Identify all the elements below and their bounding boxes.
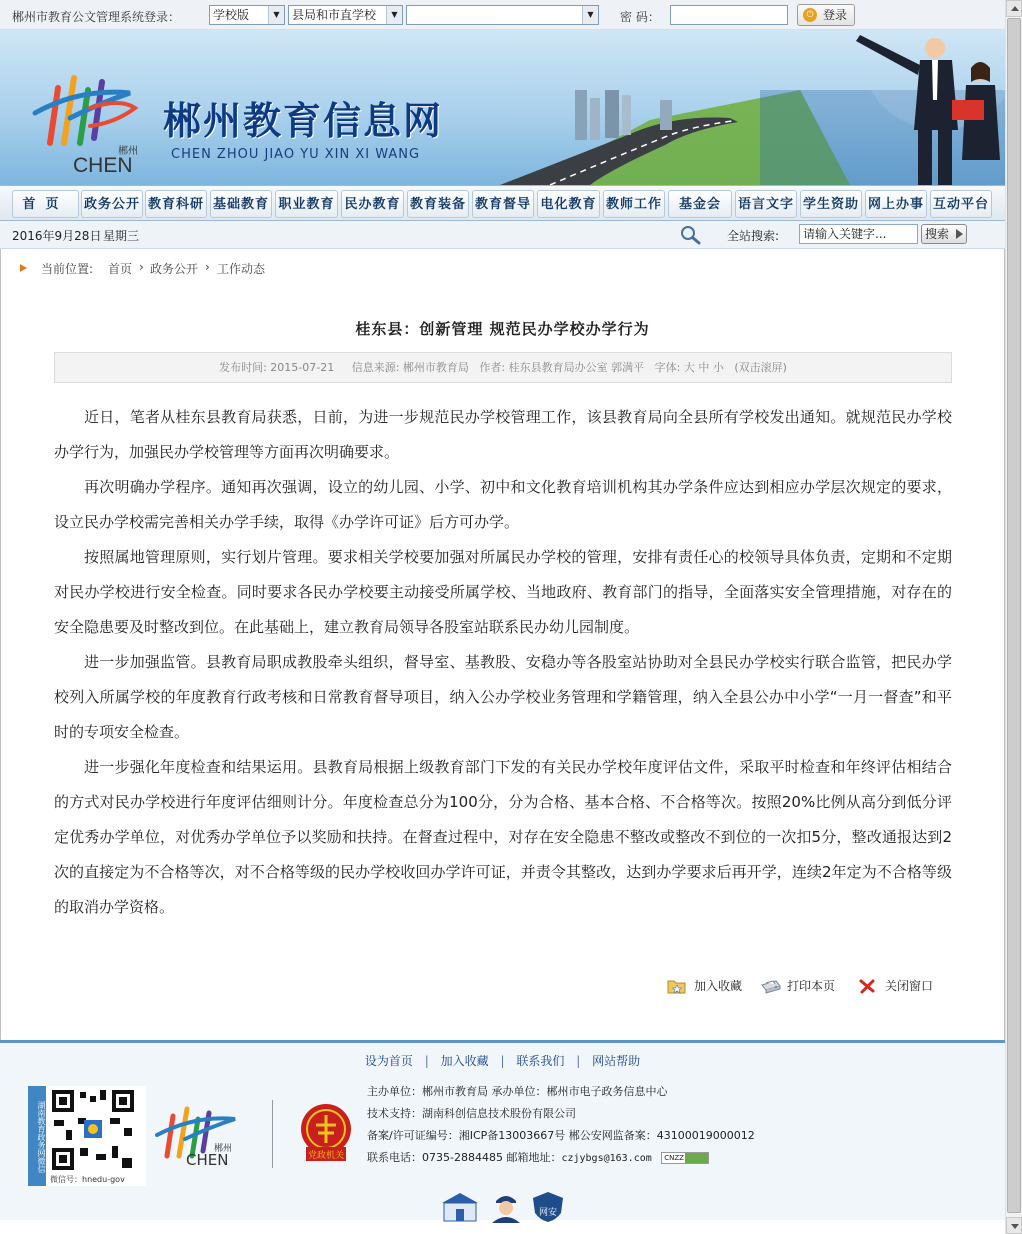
nav-item-online-services[interactable]: 网上办事 — [865, 190, 927, 218]
bullet-icon — [20, 264, 27, 272]
folder-star-icon — [667, 977, 687, 995]
current-weekday: 星期三 — [103, 229, 140, 243]
unit-group-select[interactable] — [288, 5, 403, 25]
nav-item-foundation[interactable]: 基金会 — [668, 190, 732, 218]
arrow-up-icon — [1011, 6, 1019, 11]
footer-link-separator: | — [576, 1054, 581, 1068]
people-illustration — [840, 30, 1005, 185]
current-date: 2016年9月28日 — [12, 229, 102, 243]
search-button[interactable] — [921, 224, 967, 244]
font-size-small[interactable]: 小 — [712, 361, 724, 374]
unit-type-select[interactable] — [209, 5, 285, 25]
cnzz-badge-text: CNZZ — [664, 1154, 684, 1162]
footer-logo-cn: 郴州 — [214, 1144, 233, 1154]
chevron-down-icon: ▼ — [582, 6, 598, 24]
nav-item-research[interactable]: 教育科研 — [145, 190, 207, 218]
arrow-down-icon — [1011, 1224, 1019, 1229]
wechat-id: 微信号：hnedu-gov — [50, 1175, 125, 1184]
left-border — [0, 249, 1, 1040]
print-label: 打印本页 — [787, 979, 836, 993]
article-author: 作者: 桂东县教育局办公室 郭满平 — [479, 361, 645, 374]
breadcrumb-home[interactable]: 首页 — [108, 262, 133, 276]
footer-tech: 技术支持：湖南科创信息技术股份有限公司 — [367, 1107, 576, 1120]
footer-link-separator: | — [500, 1054, 505, 1068]
cnzz-stats-badge[interactable] — [661, 1152, 709, 1164]
footer-divider — [272, 1100, 273, 1168]
unit-name-select[interactable] — [406, 5, 599, 25]
footer-email[interactable]: czjybgs@163.com — [561, 1153, 652, 1164]
cyber-police-icon[interactable] — [488, 1191, 524, 1223]
breadcrumb-separator: › — [205, 260, 210, 274]
police-station-icon[interactable] — [438, 1191, 482, 1223]
nav-item-private-education[interactable]: 民办教育 — [341, 190, 404, 218]
add-favorite-button[interactable] — [667, 976, 747, 996]
search-button-label: 搜索 — [925, 227, 950, 241]
nav-item-equipment[interactable]: 教育装备 — [407, 190, 469, 218]
login-button[interactable] — [797, 4, 855, 26]
party-government-badge-icon[interactable] — [300, 1103, 352, 1169]
wangan-shield-icon[interactable] — [530, 1191, 566, 1223]
footer-contact-text: 联系电话：0735-2884485 邮箱地址： — [367, 1151, 562, 1164]
breadcrumb-label: 当前位置: — [41, 262, 94, 276]
nav-item-home[interactable]: 首页 — [12, 190, 79, 218]
footer-host: 主办单位：郴州市教育局 承办单位：郴州市电子政务信息中心 — [367, 1085, 668, 1098]
chevron-down-icon: ▼ — [386, 6, 402, 24]
breadcrumb-separator: › — [139, 260, 144, 274]
nav-item-teachers[interactable]: 教师工作 — [603, 190, 665, 218]
login-bar — [0, 0, 1022, 30]
breadcrumb-government[interactable]: 政务公开 — [150, 262, 199, 276]
article-paragraph: 再次明确办学程序。通知再次强调，设立的幼儿园、小学、初中和文化教育培训机构其办学条件应达到相应办学层次规定的要求，设立民办学校需完善相关办学手续，取得《办学许可证》后方可办学。 — [54, 478, 952, 531]
article-paragraph: 进一步强化年度检查和结果运用。县教育局根据上级教育部门下发的有关民办学校年度评估文件，采取平时检查和年终评估相结合的方式对民办学校进行年度评估细则计分。年度检查总分为100分，分为合格、基本合格、不合格等次。按照20%比例从高分到低分评定优秀办学单位，对优秀办学单位予以奖励和扶持。在督查过程中，对存在安全隐患不整改或整改不到位的一次扣5分，整改通报达到2次的直接定为不合格等次，对不合格等级的民办学校收回办学许可证，并责令其整改，达到办学要求后再开学，连续2年定为不合格等级的取消办学资格。 — [54, 758, 952, 916]
arrow-right-icon — [956, 229, 963, 239]
font-size-large[interactable]: 大 — [683, 361, 695, 374]
add-favorite-label: 加入收藏 — [694, 979, 743, 993]
close-icon — [858, 977, 876, 995]
password-label: 密 码： — [620, 10, 660, 24]
date-search-bar — [0, 221, 1005, 249]
wechat-qr-block — [28, 1086, 146, 1186]
article-paragraph: 按照属地管理原则，实行划片管理。要求相关学校要加强对所属民办学校的管理，安排有责任心的校领导具体负责，定期和不定期对民办学校进行安全检查。同时要求各民办学校要主动接受所属学校、当地政府、教育部门的指导，全面落实安全管理措施，对存在的安全隐患要及时整改到位。在此基础上，建立教育局领导各股室站联系民办幼儿园制度。 — [54, 548, 952, 636]
search-label: 全站搜索: — [727, 229, 780, 243]
close-window-label: 关闭窗口 — [885, 979, 934, 993]
wangan-text: 网安 — [538, 1208, 558, 1218]
site-title: 郴州教育信息网 — [163, 98, 444, 143]
login-button-label: 登录 — [822, 8, 847, 22]
footer-contact — [367, 1149, 709, 1165]
scrollbar-thumb[interactable] — [1007, 18, 1021, 1213]
article-body — [54, 400, 952, 925]
login-label: 郴州市教育公文管理系统登录： — [12, 10, 181, 24]
footer-icp: 备案/许可证编号：湘ICP备13003667号 郴公安网监备案：43100019000012 — [367, 1129, 755, 1142]
nav-item-supervision[interactable]: 教育督导 — [472, 190, 534, 218]
font-size-label: 字体: — [654, 361, 681, 374]
contact-us-link[interactable]: 联系我们 — [516, 1054, 565, 1068]
article-paragraph: 近日，笔者从桂东县教育局获悉，日前，为进一步规范民办学校管理工作，该县教育局向全县所有学校发出通知。就规范民办学校办学行为，加强民办学校管理等方面再次明确要求。 — [54, 408, 952, 461]
site-footer — [0, 1040, 1005, 1220]
printer-icon — [760, 977, 782, 995]
logo-cn-text: 郴州 — [118, 146, 138, 157]
site-logo-icon — [30, 68, 140, 148]
print-button[interactable] — [760, 976, 840, 996]
site-help-link[interactable]: 网站帮助 — [592, 1054, 641, 1068]
site-banner — [0, 30, 1005, 185]
add-favorite-link[interactable]: 加入收藏 — [440, 1054, 489, 1068]
logo-en-text: CHEN — [73, 154, 133, 177]
unit-group-value: 县局和市直学校 — [292, 8, 377, 22]
breadcrumb-current[interactable]: 工作动态 — [217, 262, 266, 276]
font-size-medium[interactable]: 中 — [698, 361, 710, 374]
vertical-scrollbar[interactable] — [1005, 0, 1022, 1234]
nav-item-interactive[interactable]: 互动平台 — [930, 190, 992, 218]
password-input[interactable] — [670, 5, 788, 25]
footer-logo-en: CHEN — [186, 1151, 229, 1169]
info-source: 信息来源: 郴州市教育局 — [351, 361, 469, 374]
nav-item-student-aid[interactable]: 学生资助 — [800, 190, 862, 218]
nav-item-government[interactable]: 政务公开 — [81, 190, 143, 218]
search-icon — [680, 225, 702, 245]
close-window-button[interactable] — [858, 976, 938, 996]
article-title: 桂东县：创新管理 规范民办学校办学行为 — [355, 320, 650, 338]
nav-item-e-education[interactable]: 电化教育 — [537, 190, 600, 218]
double-click-scroll-hint: (双击滚屏) — [734, 361, 787, 374]
qr-side-label: 湖南教育政务网微信 — [28, 1086, 46, 1186]
power-icon: ⏻ — [803, 8, 817, 22]
party-government-badge-text: 党政机关 — [307, 1151, 345, 1161]
footer-link-separator: | — [424, 1054, 429, 1068]
footer-links — [0, 1052, 1005, 1069]
site-subtitle: CHEN ZHOU JIAO YU XIN XI WANG — [171, 147, 421, 162]
nav-item-vocational[interactable]: 职业教育 — [275, 190, 338, 218]
publish-date: 发布时间: 2015-07-21 — [219, 361, 335, 374]
qr-code-icon — [50, 1088, 136, 1172]
article-paragraph: 进一步加强监管。县教育局职成教股牵头组织，督导室、基教股、安稳办等各股室站协助对全县民办学校实行联合监管，把民办学校列入所属学校的年度教育行政考核和日常教育督导项目，纳入公办学校业务管理和学籍管理，纳入全县公办中小学“一月一督查”和平时的专项安全检查。 — [54, 653, 952, 741]
nav-item-language[interactable]: 语言文字 — [735, 190, 797, 218]
search-input[interactable]: 请输入关键字... — [799, 224, 918, 244]
chevron-down-icon: ▼ — [268, 6, 284, 24]
scroll-up-button[interactable] — [1006, 0, 1022, 17]
main-nav — [0, 185, 1005, 221]
article-meta-bar — [54, 352, 952, 383]
nav-item-basic-education[interactable]: 基础教育 — [210, 190, 272, 218]
scroll-down-button[interactable] — [1006, 1217, 1022, 1234]
unit-type-value: 学校版 — [213, 8, 250, 22]
set-homepage-link[interactable]: 设为首页 — [364, 1054, 413, 1068]
